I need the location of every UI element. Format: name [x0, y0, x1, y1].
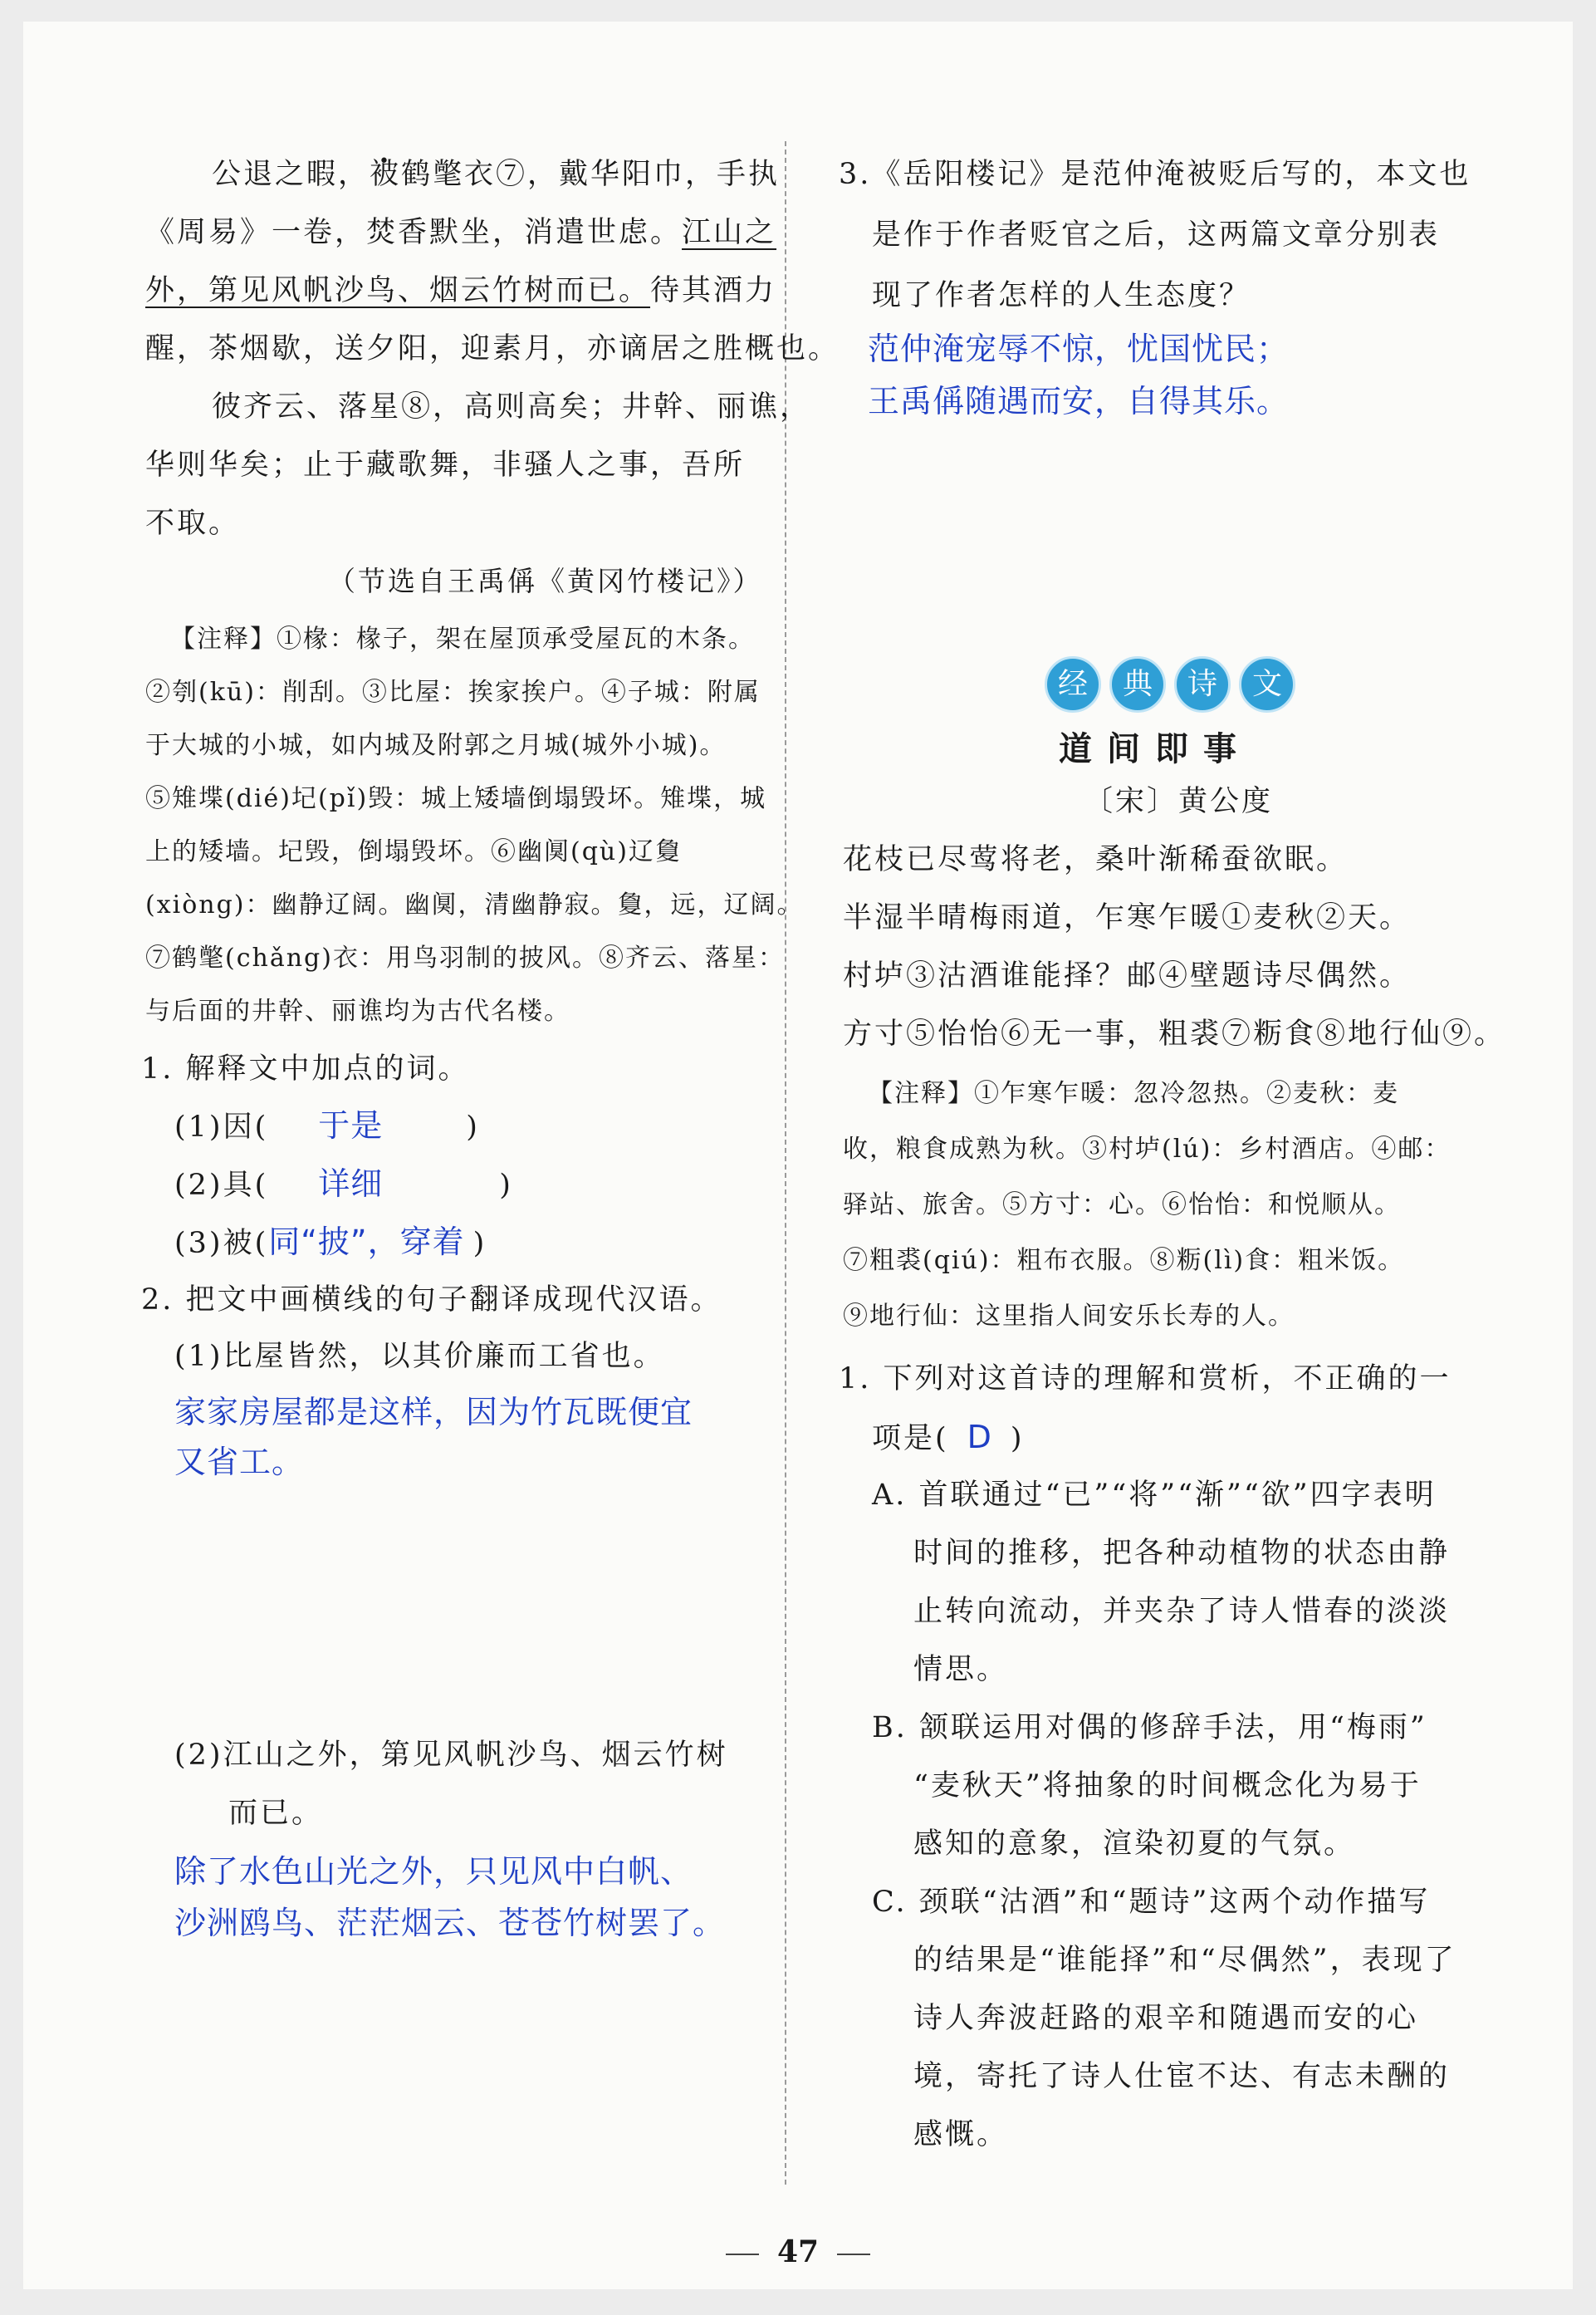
- option-c-line-4: 境，寄托了诗人仕宦不达、有志未酬的: [913, 2060, 1451, 2093]
- option-a-line-1: A. 首联通过“已”“将”“渐”“欲”四字表明: [872, 1479, 1437, 1512]
- para1-line-1b: 鹤氅衣⑦，戴华阳巾，手执: [401, 158, 781, 191]
- para2-line-2: 华则华矣；止于藏歌舞，非骚人之事，吾所: [145, 449, 746, 482]
- q3-answer-line-2: 王禹偁随遇而安，自得其乐。: [868, 383, 1290, 419]
- poem-author: 〔宋〕黄公度: [1084, 785, 1274, 818]
- q2-stem: 2. 把文中画横线的句子翻译成现代汉语。: [141, 1283, 722, 1317]
- q1-item-1-answer: 于是: [318, 1107, 384, 1144]
- poem-note-line-2: 收，粮食成熟为秋。③村垆(lú)：乡村酒店。④邮：: [843, 1135, 1452, 1164]
- q1-item-2-close: ): [499, 1169, 513, 1202]
- q1-item-3: [174, 1221, 487, 1264]
- option-c-line-3: 诗人奔波赶路的艰辛和随遇而安的心: [913, 2002, 1419, 2035]
- poem-note-line-3: 驿站、旅舍。⑤方寸：心。⑥怡怡：和悦顺从。: [843, 1190, 1401, 1219]
- badge-char-2: 典: [1109, 656, 1166, 713]
- badge-char-4: 文: [1239, 656, 1295, 713]
- badge-char-1: 经: [1045, 656, 1101, 713]
- q2-sentence-2-line-1: (2)江山之外，第见风帆沙鸟、烟云竹树: [174, 1739, 728, 1772]
- q1-item-3-answer: 同“披”，穿着: [268, 1224, 465, 1260]
- poem-q1-stem-line-1: 1. 下列对这首诗的理解和赏析，不正确的一: [839, 1362, 1452, 1395]
- note-line-4: ⑤雉堞(dié)圮(pǐ)毁：城上矮墙倒塌毁坏。雉堞，城: [145, 784, 767, 813]
- poem-line-1: 花枝已尽莺将老，桑叶渐稀蚕欲眠。: [843, 843, 1349, 876]
- poem-title: 道间即事: [1059, 729, 1251, 768]
- q1-item-1-label: (1)因(: [174, 1111, 269, 1144]
- q1-item-1-close: ): [466, 1111, 480, 1144]
- q1-item-2-answer: 详细: [318, 1165, 384, 1202]
- note-line-7: ⑦鹤氅(chǎng)衣：用鸟羽制的披风。⑧齐云、落星：: [145, 944, 785, 973]
- q2-answer-1-line-1: 家家房屋都是这样，因为竹瓦既便宜: [174, 1394, 693, 1430]
- poem-note-line-5: ⑨地行仙：这里指人间安乐长寿的人。: [843, 1302, 1295, 1331]
- q3-stem-line-2: 是作于作者贬官之后，这两篇文章分别表: [872, 218, 1441, 252]
- option-a-line-2: 时间的推移，把各种动植物的状态由静: [913, 1537, 1451, 1570]
- option-b-line-1: B. 颔联运用对偶的修辞手法，用“梅雨”: [872, 1711, 1427, 1744]
- q3-stem-line-1: 3.《岳阳楼记》是范仲淹被贬后写的，本文也: [839, 158, 1471, 191]
- page-number-value: 47: [776, 2234, 820, 2269]
- section-badge-classic-poetry: [1045, 656, 1295, 713]
- option-c-line-2: 的结果是“谁能择”和“尽偶然”，表现了: [913, 1944, 1456, 1977]
- column-divider: [785, 141, 786, 2185]
- q1-stem: 1. 解释文中加点的词。: [141, 1052, 470, 1086]
- q1-item-3-label: (3)被(: [174, 1227, 269, 1260]
- poem-note-line-4: ⑦粗裘(qiú)：粗布衣服。⑧粝(lì)食：粗米饭。: [843, 1246, 1405, 1275]
- q2-sentence-2-line-2: 而已。: [228, 1797, 324, 1830]
- option-a-line-4: 情思。: [913, 1653, 1009, 1686]
- para2-line-1: 彼齐云、落星⑧，高则高矣；井幹、丽谯，: [212, 390, 812, 424]
- page-number-dash-right: [837, 2254, 870, 2255]
- page-number: [0, 2234, 1596, 2269]
- note-line-3: 于大城的小城，如内城及附郭之月城(城外小城)。: [145, 731, 727, 760]
- option-c-line-5: 感慨。: [913, 2118, 1009, 2151]
- source-citation: （节选自王禹偁《黄冈竹楼记》）: [328, 565, 763, 597]
- q1-item-1: [174, 1105, 480, 1148]
- q1-item-3-close: ): [472, 1227, 487, 1260]
- dotted-word-bei: 被: [370, 158, 402, 191]
- q1-item-2: [174, 1163, 513, 1206]
- para2-line-3: 不取。: [145, 507, 241, 540]
- option-b-line-2: “麦秋天”将抽象的时间概念化为易于: [913, 1769, 1422, 1802]
- para1-line-1a: 公退之暇，: [212, 158, 370, 191]
- underlined-sentence-part2: 外，第见风帆沙鸟、烟云竹树而已。: [145, 274, 651, 307]
- badge-char-3: 诗: [1174, 656, 1231, 713]
- poem-q1-stem-open: 项是(: [872, 1422, 949, 1455]
- poem-line-4: 方寸⑤怡怡⑥无一事，粗裘⑦粝食⑧地行仙⑨。: [843, 1018, 1506, 1051]
- poem-note-line-1: 【注释】①乍寒乍暖：忽冷忽热。②麦秋：麦: [868, 1079, 1399, 1108]
- page-number-dash-left: [726, 2254, 759, 2255]
- option-a-line-3: 止转向流动，并夹杂了诗人惜春的淡淡: [913, 1595, 1451, 1628]
- para1-line-2: [145, 212, 776, 253]
- underlined-sentence-part1: 江山之: [682, 216, 777, 249]
- q2-answer-1-line-2: 又省工。: [174, 1444, 305, 1480]
- para1-line-1: [212, 154, 780, 195]
- note-line-5: 上的矮墙。圮毁，倒塌毁坏。⑥幽阒(qù)辽敻: [145, 837, 682, 866]
- note-line-2: ②刳(kū)：削刮。③比屋：挨家挨户。④子城：附属: [145, 678, 761, 707]
- q2-sentence-1: (1)比屋皆然，以其价廉而工省也。: [174, 1340, 665, 1373]
- para1-line-3b: 待其酒力: [650, 274, 777, 307]
- option-b-line-3: 感知的意象，渲染初夏的气氛。: [913, 1827, 1356, 1861]
- poem-q1-answer: D: [967, 1419, 992, 1455]
- q2-answer-2-line-2: 沙洲鸥鸟、茫茫烟云、苍苍竹树罢了。: [174, 1905, 726, 1941]
- para1-line-2a: 《周易》一卷，焚香默坐，消遣世虑。: [145, 216, 683, 249]
- q3-answer-line-1: 范仲淹宠辱不惊，忧国忧民；: [868, 331, 1290, 367]
- q3-stem-line-3: 现了作者怎样的人生态度？: [872, 279, 1251, 312]
- poem-q1-stem-line-2: [872, 1416, 1025, 1459]
- para1-line-4: 醒，茶烟歇，送夕阳，迎素月，亦谪居之胜概也。: [145, 332, 840, 365]
- q1-item-2-label: (2)具(: [174, 1169, 269, 1202]
- q2-answer-2-line-1: 除了水色山光之外，只见风中白帆、: [174, 1853, 693, 1890]
- poem-q1-stem-close: ): [1010, 1422, 1025, 1455]
- note-line-6: (xiòng)：幽静辽阔。幽阒，清幽静寂。敻，远，辽阔。: [145, 890, 804, 920]
- note-line-8: 与后面的井幹、丽谯均为古代名楼。: [145, 997, 570, 1026]
- option-c-line-1: C. 颈联“沽酒”和“题诗”这两个动作描写: [872, 1886, 1431, 1919]
- para1-line-3: [145, 270, 776, 311]
- note-line-1: 【注释】①椽：椽子，架在屋顶承受屋瓦的木条。: [170, 625, 755, 654]
- poem-line-2: 半湿半晴梅雨道，乍寒乍暖①麦秋②天。: [843, 901, 1412, 934]
- poem-line-3: 村垆③沽酒谁能择？邮④壁题诗尽偶然。: [843, 959, 1412, 993]
